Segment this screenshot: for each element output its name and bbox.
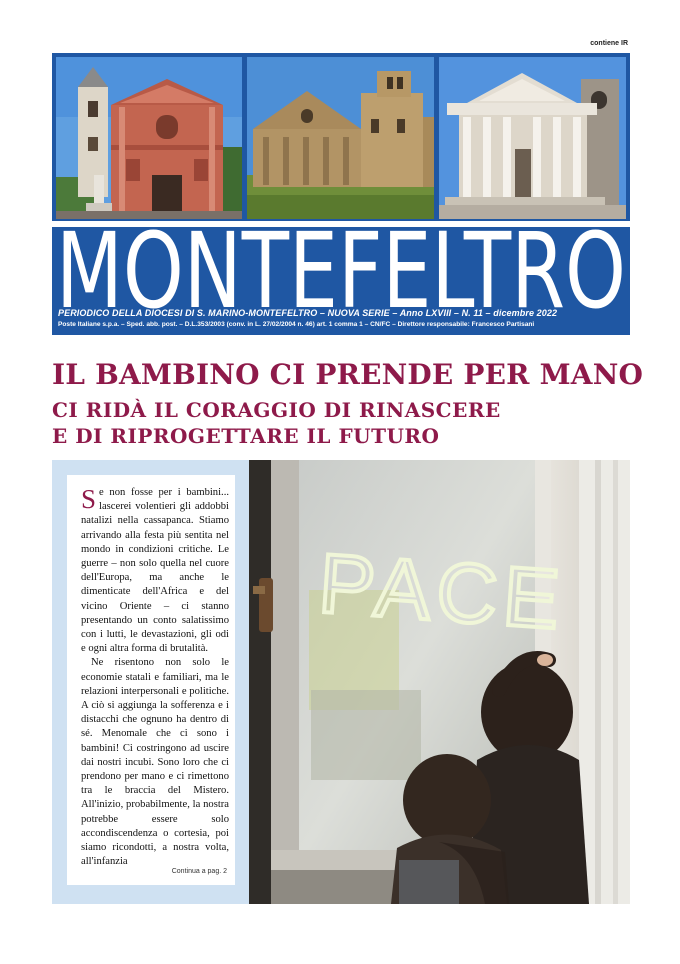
article-headline: IL BAMBINO CI PRENDE PER MANO — [52, 358, 644, 391]
dropcap: S — [81, 484, 97, 514]
children-window-photo — [249, 460, 630, 904]
masthead — [52, 53, 630, 335]
masthead-title — [52, 221, 630, 315]
article-text-box — [67, 475, 235, 885]
basilica-photo-right — [439, 57, 626, 219]
article-subheadline-1: CI RIDÀ IL CORAGGIO DI RINASCERE — [52, 398, 501, 422]
church-photo-left — [56, 57, 242, 219]
article-panel — [52, 460, 630, 904]
article-paragraph: Ne risentono non solo le economie statali e familiari, ma le relazioni interpersonali e politiche. A ciò si aggiunga la sofferenza e i distacchi che ognuno ha dentro di sé. Menomale che ci sono i bambini! Ci costringono ad uscire dai nostri incubi. Sono loro che ci prendono per mano e ci rimettono tra le braccia del Mistero. All'inizio, probabilmente, la nostra potrebbe essere solo accondiscendenza o cortesia, poi siamo ricondotti, a nostra volta, all'infanzia — [81, 657, 229, 868]
article-paragraph — [81, 486, 229, 656]
paragraph-text: e non fosse per i bambini... lascerei volentieri gli addobbi natalizi nella cassapanca. Stiamo arrivando alla festa più sentita nel mondo in condizioni critiche. Le guerre – non solo quella nel cuore dell'Europa, ma anche le dimenticate dell'Africa e del vicino Oriente – ci stanno presentando un conto salatissimo con i lutti, le devastazioni, gli odi e ogni altra forma di brutalità. — [81, 487, 229, 655]
continue-note: Continua a pag. 2 — [171, 868, 227, 875]
abbey-photo-center — [247, 57, 434, 219]
masthead-subtitle: PERIODICO DELLA DIOCESI DI S. MARINO-MONTEFELTRO – NUOVA SERIE – Anno LXVIII – N. 11 – dicembre 2022 — [58, 308, 558, 318]
window-word: PACE — [316, 535, 569, 647]
masthead-postal-line: Poste Italiane s.p.a. – Sped. abb. post. – D.L.353/2003 (conv. in L. 27/02/2004 n. 46) art. 1 comma 1 – CN/FC – Direttore responsabile: Francesco Partisani — [58, 321, 535, 328]
masthead-title-text: MONTEFELTRO — [56, 221, 626, 315]
contents-note: contiene IR — [590, 40, 628, 47]
article-subheadline-2: E DI RIPROGETTARE IL FUTURO — [52, 424, 440, 448]
article-body — [81, 486, 229, 869]
